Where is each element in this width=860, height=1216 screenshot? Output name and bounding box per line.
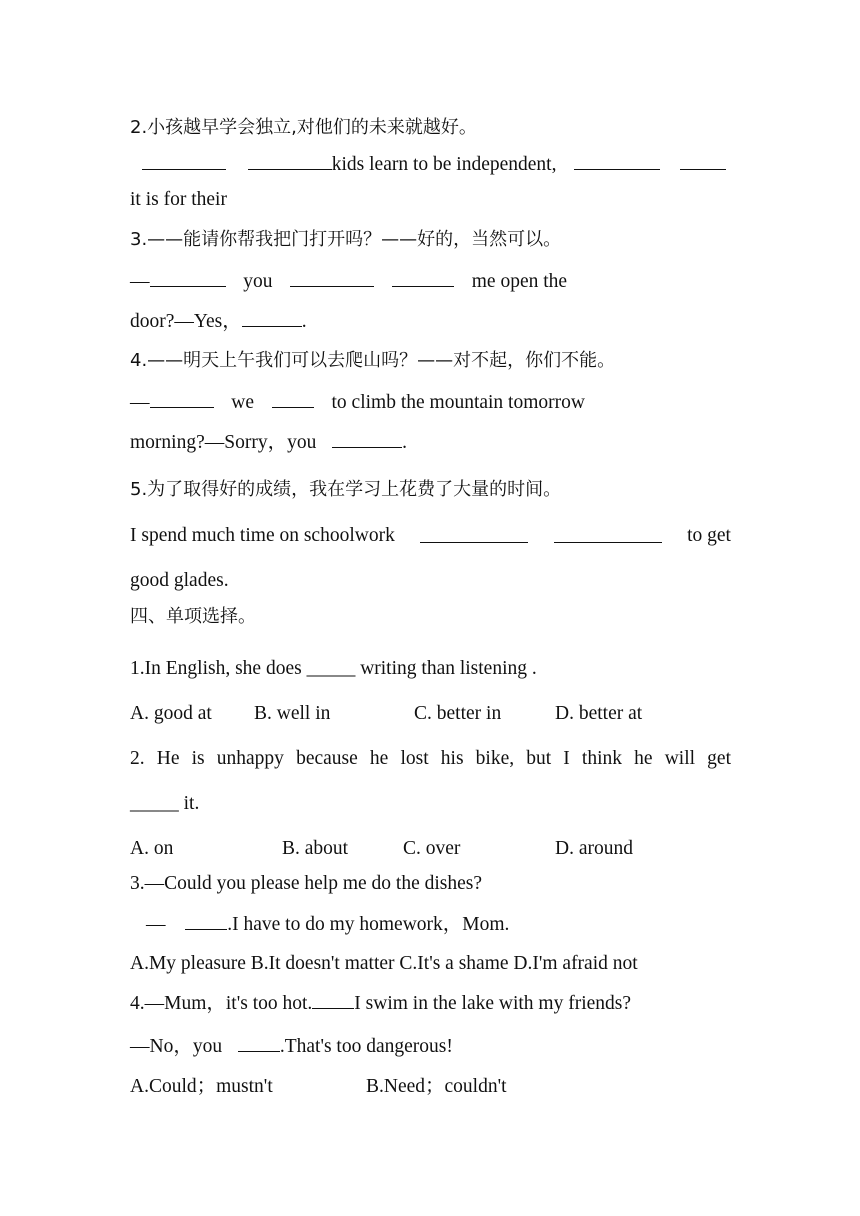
mc-q3-options[interactable]: A.My pleasure B.It doesn't matter C.It's a shame D.I'm afraid not bbox=[130, 953, 638, 974]
mc-q4-text-b: I swim in the lake with my friends? bbox=[354, 993, 632, 1014]
blank[interactable] bbox=[312, 990, 354, 1009]
q4-we: we bbox=[231, 392, 254, 413]
q3-english-line2 bbox=[130, 308, 307, 334]
mc-q3-stem-line1: 3.—Could you please help me do the dishes? bbox=[130, 873, 483, 894]
dash: — bbox=[130, 392, 150, 413]
q3-me-open: me open the bbox=[471, 271, 568, 292]
blank[interactable] bbox=[554, 524, 662, 543]
q5-text-b: to get bbox=[687, 525, 731, 546]
mc-q3-text: .I have to do my homework，Mom. bbox=[227, 914, 510, 935]
blank[interactable] bbox=[392, 268, 454, 287]
q4-climb: to climb the mountain tomorrow bbox=[331, 392, 585, 413]
q2-english-text: kids learn to be independent, bbox=[331, 154, 557, 175]
mc-q4-stem-line2 bbox=[130, 1033, 453, 1059]
dash: — bbox=[130, 271, 150, 292]
mc-q2-option-c[interactable]: C. over bbox=[403, 838, 461, 859]
period: . bbox=[402, 432, 407, 453]
mc-q4-stem-line1 bbox=[130, 990, 631, 1016]
mc-q3-stem-line2 bbox=[146, 911, 509, 937]
q2-chinese: 2.小孩越早学会独立,对他们的未来就越好。 bbox=[130, 117, 477, 138]
blank[interactable] bbox=[332, 429, 402, 448]
q2-english-line1 bbox=[142, 151, 726, 177]
q4-chinese: 4.——明天上午我们可以去爬山吗？——对不起，你们不能。 bbox=[130, 350, 616, 371]
blank[interactable] bbox=[142, 151, 226, 170]
dash: — bbox=[146, 914, 166, 935]
blank[interactable] bbox=[574, 151, 660, 170]
mc-q1-option-b[interactable]: B. well in bbox=[254, 703, 331, 724]
blank[interactable] bbox=[150, 389, 214, 408]
mc-q2-option-d[interactable]: D. around bbox=[555, 838, 633, 859]
blank[interactable] bbox=[248, 151, 332, 170]
blank[interactable] bbox=[185, 911, 227, 930]
q3-chinese: 3.——能请你帮我把门打开吗？——好的，当然可以。 bbox=[130, 229, 562, 250]
q5-chinese: 5.为了取得好的成绩，我在学习上花费了大量的时间。 bbox=[130, 479, 562, 500]
q4-english-line2 bbox=[130, 429, 407, 455]
blank[interactable] bbox=[242, 308, 302, 327]
mc-q2-option-b[interactable]: B. about bbox=[282, 838, 349, 859]
q5-text-a: I spend much time on schoolwork bbox=[130, 525, 395, 546]
mc-q1-option-a[interactable]: A. good at bbox=[130, 703, 212, 724]
mc-q2-stem-line2: _____ it. bbox=[130, 793, 200, 814]
blank[interactable] bbox=[680, 151, 726, 170]
q4-morning: morning?—Sorry，you bbox=[130, 432, 317, 453]
mc-q1-stem: 1.In English, she does _____ writing than listening . bbox=[130, 658, 537, 679]
q3-you: you bbox=[243, 271, 273, 292]
q4-english-line1 bbox=[130, 389, 585, 415]
blank[interactable] bbox=[150, 268, 226, 287]
mc-q4-text-d: .That's too dangerous! bbox=[279, 1036, 453, 1057]
period: . bbox=[301, 311, 307, 332]
mc-q4-option-b[interactable]: B.Need；couldn't bbox=[366, 1076, 507, 1097]
mc-q4-option-a[interactable]: A.Could；mustn't bbox=[130, 1076, 273, 1097]
section-heading: 四、单项选择。 bbox=[130, 606, 256, 627]
q5-english-line1 bbox=[130, 524, 731, 548]
q2-english-line2: it is for their bbox=[130, 189, 227, 210]
mc-q2-stem-line1: 2. He is unhappy because he lost his bike, but I think he will get bbox=[130, 748, 731, 769]
blank[interactable] bbox=[272, 389, 314, 408]
mc-q1-option-d[interactable]: D. better at bbox=[555, 703, 643, 724]
mc-q2-option-a[interactable]: A. on bbox=[130, 838, 174, 859]
mc-q4-text-c: —No，you bbox=[130, 1036, 223, 1057]
mc-q1-option-c[interactable]: C. better in bbox=[414, 703, 502, 724]
blank[interactable] bbox=[420, 524, 528, 543]
q5-english-line2: good glades. bbox=[130, 570, 229, 591]
q3-door-yes: door?—Yes， bbox=[130, 311, 242, 332]
mc-q4-text-a: 4.—Mum，it's too hot. bbox=[130, 993, 313, 1014]
blank[interactable] bbox=[238, 1033, 280, 1052]
q3-english-line1 bbox=[130, 268, 567, 294]
blank[interactable] bbox=[290, 268, 374, 287]
